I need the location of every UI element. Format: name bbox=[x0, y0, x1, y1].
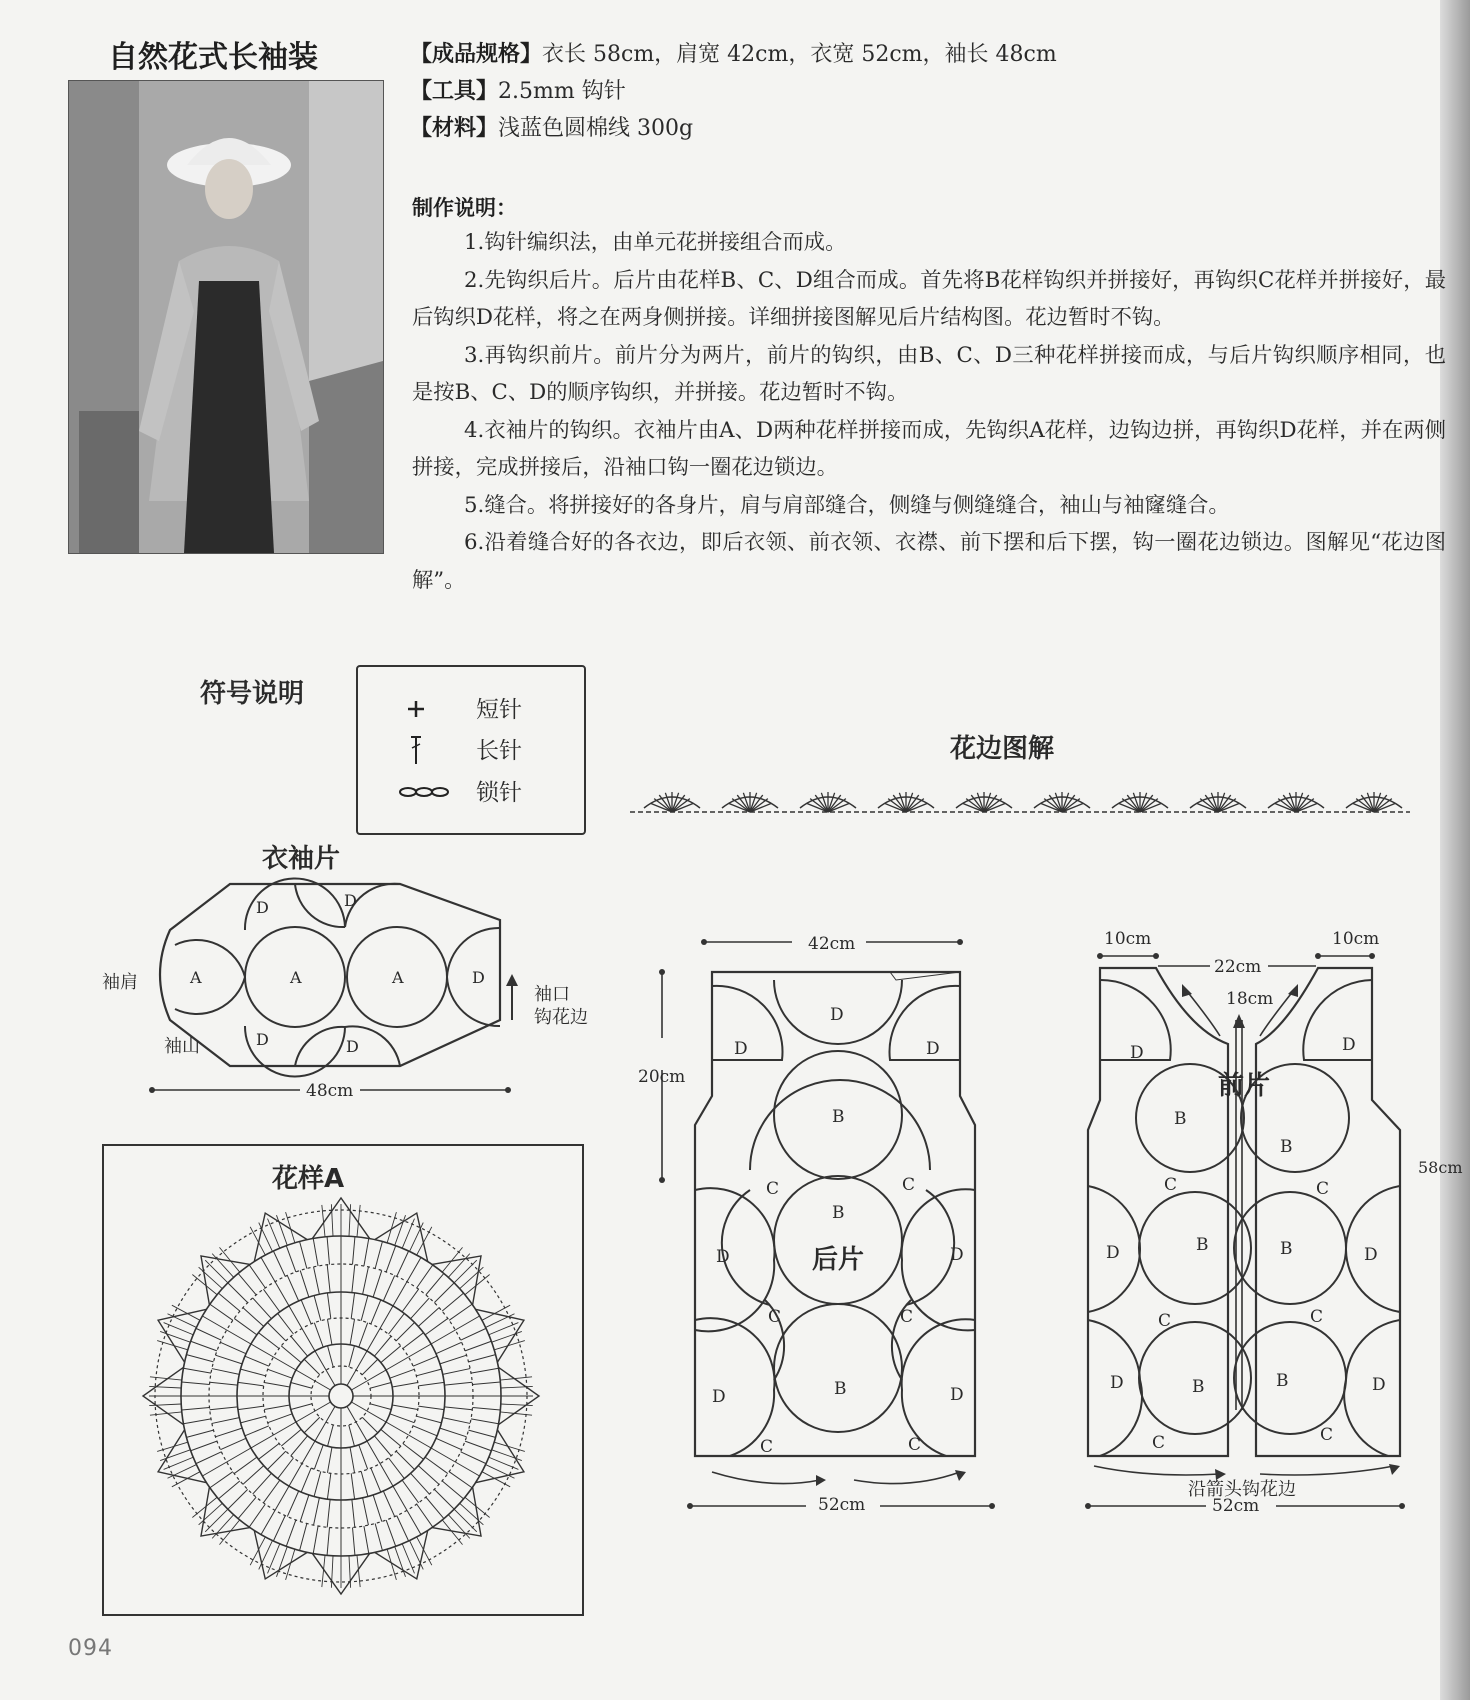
instruction-step: 1.钩针编织法，由单元花拼接组合而成。 bbox=[464, 230, 847, 255]
edging-fan bbox=[1190, 792, 1246, 812]
edging-fan bbox=[1346, 792, 1402, 812]
back-motif-label: C bbox=[900, 1307, 914, 1327]
edging-diagram bbox=[630, 786, 1410, 826]
front-motif-label: C bbox=[1310, 1307, 1324, 1327]
sleeve-cap-label: 袖山 bbox=[164, 1036, 200, 1057]
front-left-shoulder-dim: 10cm bbox=[1104, 929, 1152, 949]
edging-fan bbox=[956, 792, 1012, 812]
instructions-body bbox=[412, 224, 1446, 599]
back-motif-label: B bbox=[832, 1107, 845, 1127]
back-armhole-dim: 20cm bbox=[638, 1067, 686, 1087]
cuff-edging-label: 钩花边 bbox=[534, 1007, 588, 1028]
cuff-label: 袖口 bbox=[534, 984, 570, 1005]
model-photo bbox=[68, 80, 384, 554]
pattern-a-box bbox=[102, 1144, 584, 1616]
legend-title: 符号说明 bbox=[200, 679, 305, 709]
front-title: 前片 bbox=[1218, 1071, 1271, 1101]
legend-item-chain: 锁针 bbox=[358, 772, 584, 812]
spec-size: 【成品规格】衣长 58cm，肩宽 42cm，衣宽 52cm，袖长 48cm bbox=[410, 42, 1057, 67]
spec-material: 【材料】浅蓝色圆棉线 300g bbox=[410, 116, 694, 141]
edging-fan bbox=[878, 792, 934, 812]
front-inner-neck-dim: 18cm bbox=[1226, 989, 1274, 1009]
front-motif-label: C bbox=[1316, 1179, 1330, 1199]
back-piece-diagram bbox=[630, 920, 1010, 1510]
sleeve-motif-label: A bbox=[290, 968, 302, 987]
back-motif-label: D bbox=[716, 1247, 730, 1267]
sleeve-motif-label: A bbox=[392, 968, 404, 987]
sleeve-motif-label: A bbox=[190, 968, 202, 987]
front-motif-label: D bbox=[1130, 1043, 1144, 1063]
back-motif-label: C bbox=[908, 1435, 922, 1455]
instruction-step: 3.再钩织前片。前片分为两片，前片的钩织，由B、C、D三种花样拼接而成，与后片钩织顺序相同，也是按B、C、D的顺序钩织，并拼接。花边暂时不钩。 bbox=[412, 342, 1446, 405]
front-motif-label: D bbox=[1110, 1373, 1124, 1393]
edging-fan bbox=[1112, 792, 1168, 812]
front-motif-label: B bbox=[1174, 1109, 1187, 1129]
back-motif-label: D bbox=[950, 1385, 964, 1405]
edging-fan bbox=[644, 792, 700, 812]
instruction-step: 5.缝合。将拼接好的各身片，肩与肩部缝合，侧缝与侧缝缝合，袖山与袖窿缝合。 bbox=[464, 492, 1230, 518]
pattern-a-motif bbox=[143, 1198, 539, 1594]
back-motif-label: B bbox=[834, 1379, 847, 1399]
sleeve-width-label: 48cm bbox=[306, 1081, 354, 1101]
legend-box bbox=[356, 665, 586, 835]
instruction-step: 2.先钩织后片。后片由花样B、C、D组合而成。首先将B花样钩织并拼接好，再钩织C花样并拼接好，最后钩织D花样，将之在两身侧拼接。详细拼接图解见后片结构图。花边暂时不钩。 bbox=[412, 267, 1446, 330]
front-length-dim: 58cm bbox=[1418, 1158, 1463, 1177]
front-piece-diagram bbox=[1070, 920, 1435, 1510]
back-motif-label: D bbox=[950, 1245, 964, 1265]
pattern-a-diagram bbox=[116, 1196, 566, 1606]
back-motif-label: B bbox=[832, 1203, 845, 1223]
front-motif-label: B bbox=[1276, 1371, 1289, 1391]
front-motif-label: C bbox=[1152, 1433, 1166, 1453]
pattern-a-title: 花样A bbox=[272, 1164, 345, 1194]
sleeve-motif-label: D bbox=[472, 968, 485, 987]
sleeve-cap-shoulder-label: 袖肩 bbox=[102, 972, 138, 993]
instruction-step: 4.衣袖片的钩织。衣袖片由A、D两种花样拼接而成，先钩织A花样，边钩边拼，再钩织D花样，并在两侧拼接，完成拼接后，沿袖口钩一圈花边锁边。 bbox=[412, 417, 1446, 480]
sleeve-diagram bbox=[90, 870, 610, 1110]
back-motif-label: C bbox=[902, 1175, 916, 1195]
back-motif-label: C bbox=[766, 1179, 780, 1199]
back-motif-label: D bbox=[830, 1005, 844, 1025]
front-motif-label: D bbox=[1372, 1375, 1386, 1395]
front-motif-label: C bbox=[1158, 1311, 1172, 1331]
front-motif-label: B bbox=[1280, 1239, 1293, 1259]
back-motif-label: C bbox=[760, 1437, 774, 1457]
tall-stitch-icon bbox=[398, 736, 434, 764]
front-width-dim: 52cm bbox=[1212, 1496, 1260, 1516]
front-motif-label: D bbox=[1364, 1245, 1378, 1265]
legend-item-single-crochet: 短针 bbox=[358, 689, 584, 729]
edging-fan bbox=[1034, 792, 1090, 812]
front-motif-label: C bbox=[1320, 1425, 1334, 1445]
back-motif-label: D bbox=[712, 1387, 726, 1407]
spec-tool: 【工具】2.5mm 钩针 bbox=[410, 79, 626, 104]
page-number: 094 bbox=[68, 1636, 113, 1661]
sleeve-motif-label: D bbox=[346, 1037, 359, 1056]
front-left-outline bbox=[1088, 968, 1228, 1456]
back-shoulder-dim: 42cm bbox=[808, 934, 856, 954]
sleeve-motif-label: D bbox=[256, 1030, 269, 1049]
edging-fans bbox=[644, 792, 1402, 812]
sleeve-outline bbox=[160, 884, 500, 1066]
plus-icon bbox=[398, 695, 434, 723]
edging-title: 花边图解 bbox=[950, 734, 1055, 764]
front-motif-label: D bbox=[1106, 1243, 1120, 1263]
front-motif-label: D bbox=[1342, 1035, 1356, 1055]
front-motif-label: C bbox=[1164, 1175, 1178, 1195]
front-motif-label: B bbox=[1196, 1235, 1209, 1255]
legend-item-double-crochet: 长针 bbox=[358, 730, 584, 770]
sleeve-motif-label: D bbox=[256, 898, 269, 917]
back-motif-label: C bbox=[768, 1307, 782, 1327]
front-edging-note: 沿箭头钩花边 bbox=[1188, 1479, 1296, 1500]
back-title: 后片 bbox=[812, 1245, 865, 1275]
edging-fan bbox=[1268, 792, 1324, 812]
edging-fan bbox=[722, 792, 778, 812]
instruction-step: 6.沿着缝合好的各衣边，即后衣领、前衣领、衣襟、前下摆和后下摆，钩一圈花边锁边。图解见“花边图解”。 bbox=[412, 530, 1446, 593]
front-motif-label: B bbox=[1280, 1137, 1293, 1157]
front-motif-label: B bbox=[1192, 1377, 1205, 1397]
chain-icon bbox=[398, 778, 450, 806]
spec-list bbox=[410, 36, 1057, 147]
back-width-dim: 52cm bbox=[818, 1495, 866, 1515]
sleeve-title: 衣袖片 bbox=[262, 844, 341, 874]
model-photo-art bbox=[69, 81, 383, 553]
back-motif-label: D bbox=[926, 1039, 940, 1059]
edging-fan bbox=[800, 792, 856, 812]
sleeve-motif-label: D bbox=[344, 891, 357, 910]
front-neck-dim: 22cm bbox=[1214, 957, 1262, 977]
front-right-shoulder-dim: 10cm bbox=[1332, 929, 1380, 949]
back-motif-label: D bbox=[734, 1039, 748, 1059]
instructions-heading: 制作说明： bbox=[412, 196, 517, 220]
page-title: 自然花式长袖装 bbox=[108, 40, 318, 75]
